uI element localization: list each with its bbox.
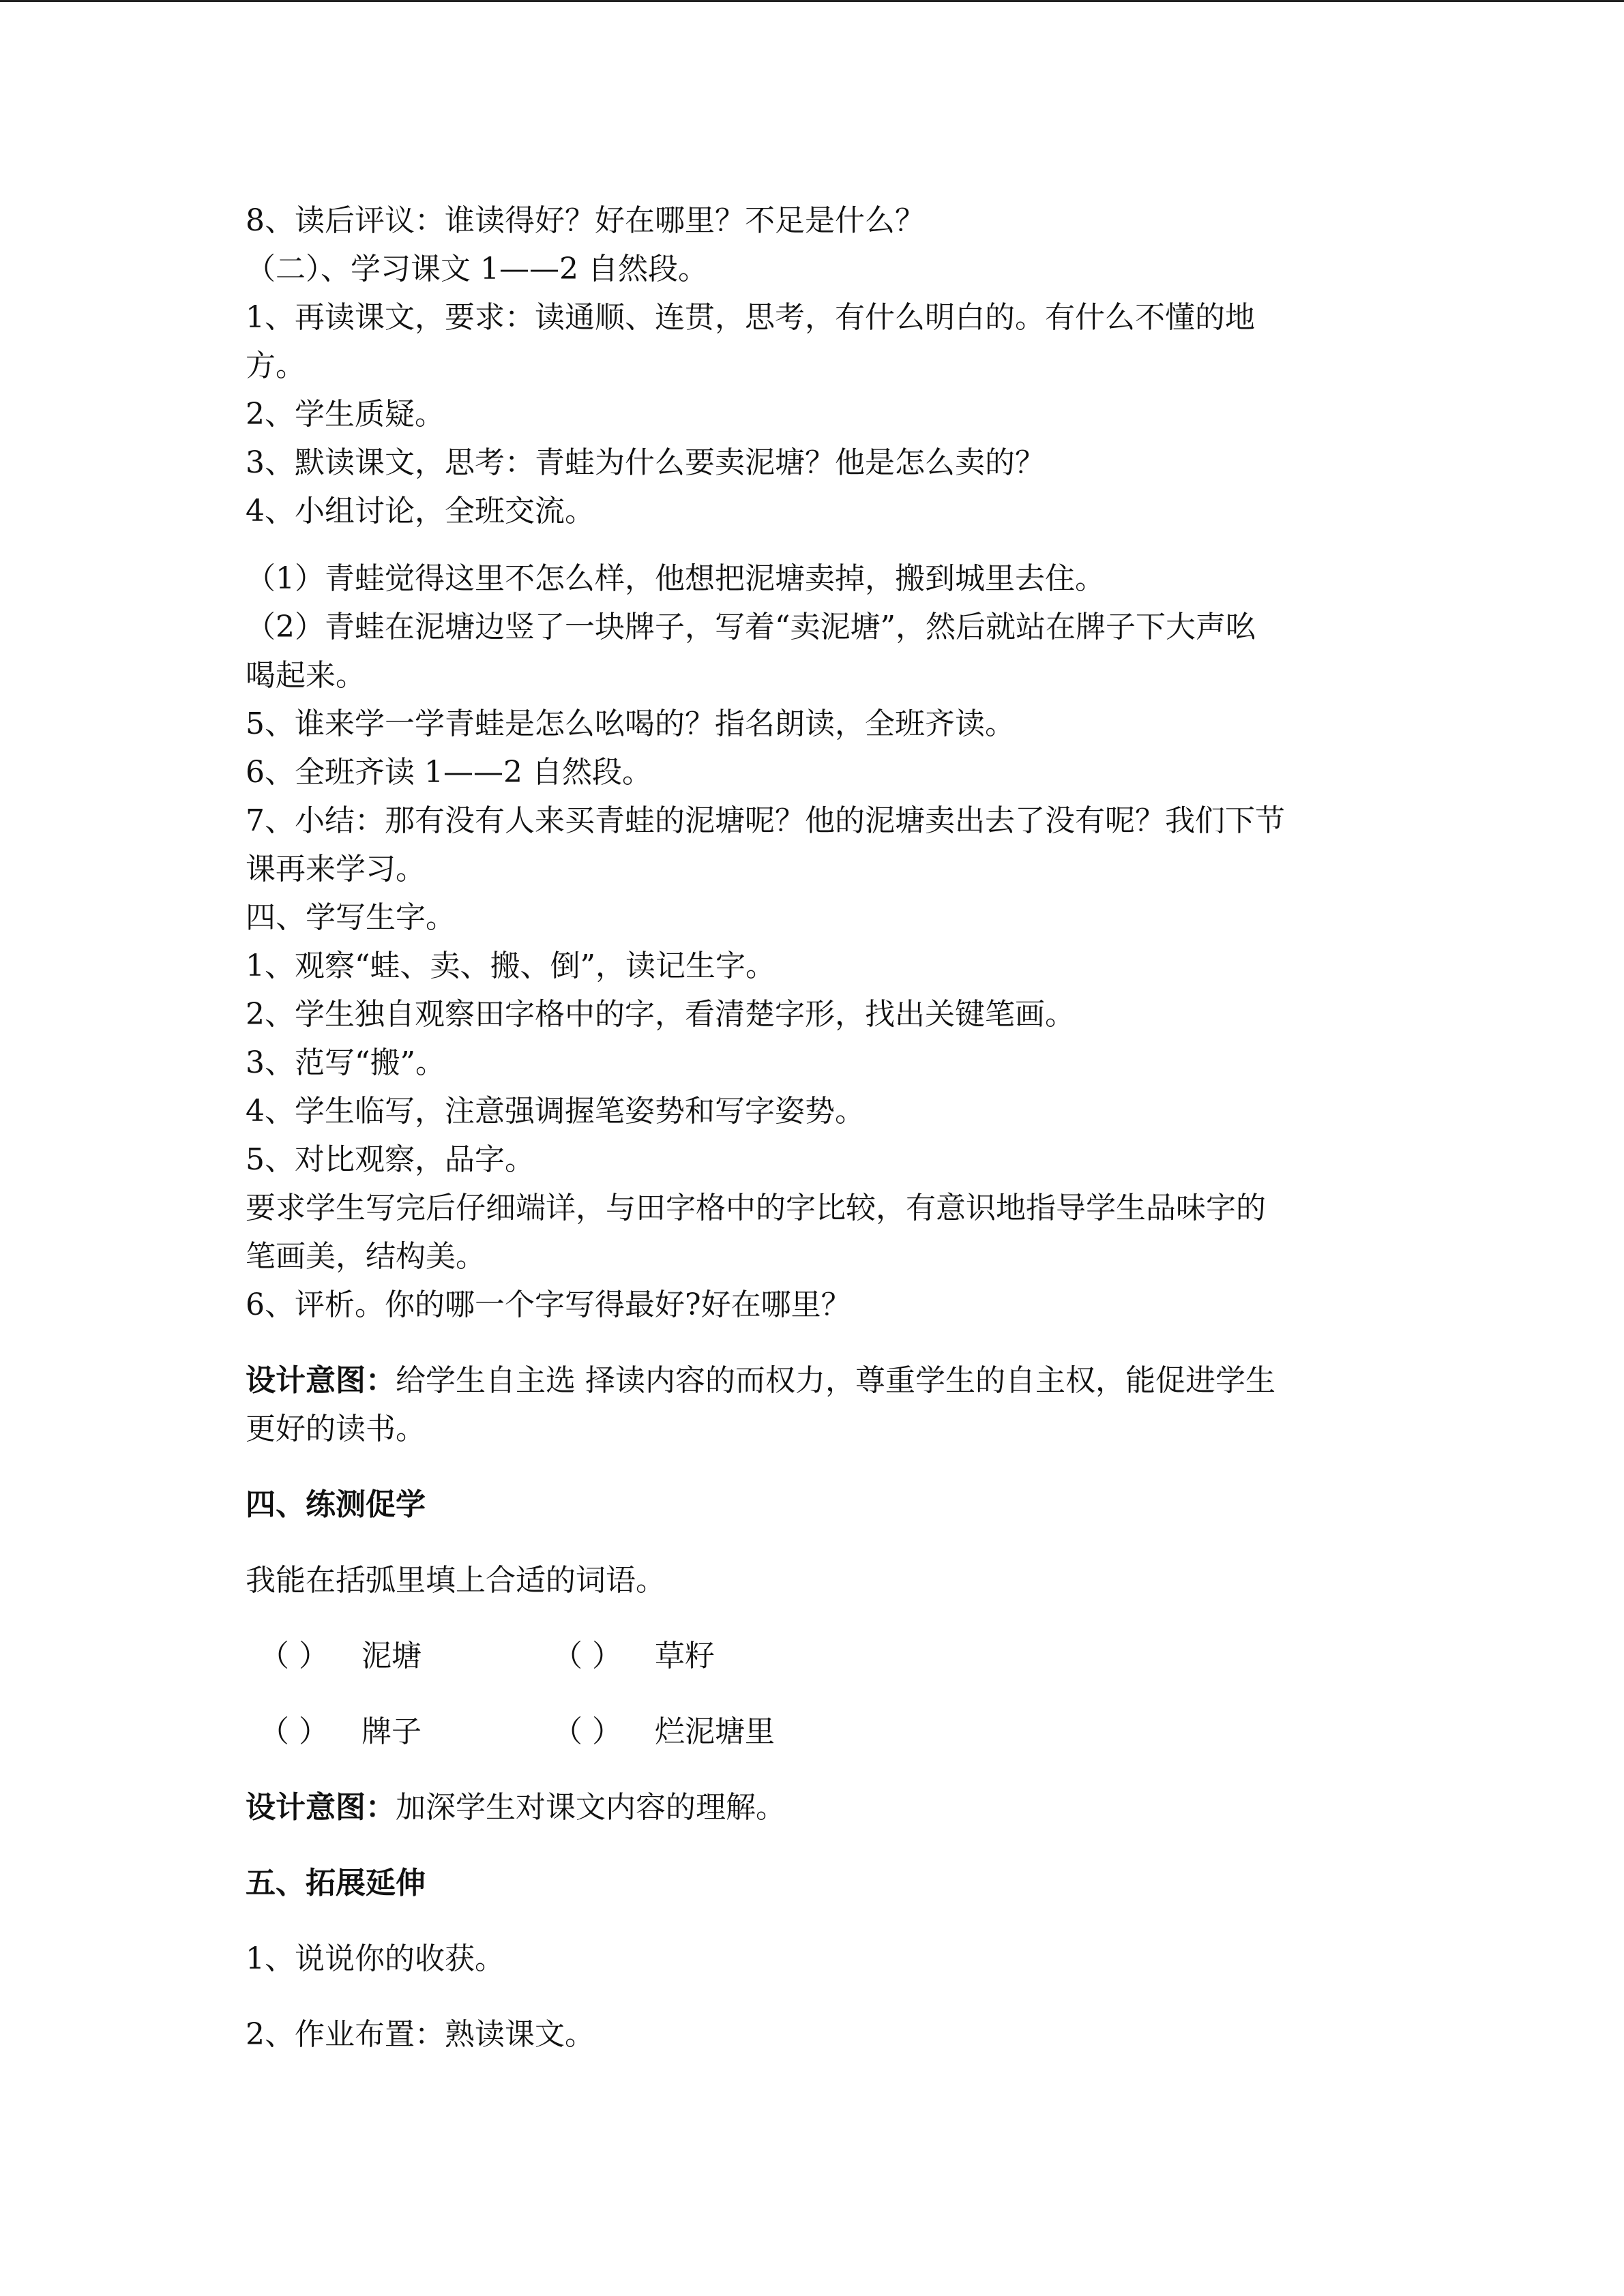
text-line: 笔画美，结构美。	[246, 1239, 486, 1274]
extension-item: 2、作业布置：熟读课文。	[246, 2017, 595, 2052]
text-line: 2、学生独自观察田字格中的字，看清楚字形，找出关键笔画。	[246, 997, 1075, 1032]
text-line: 2、学生质疑。	[246, 397, 445, 432]
fill-blank-item	[259, 1632, 422, 1680]
text-line: 四、学写生字。	[246, 900, 456, 935]
text-line: 7、小结：那有没有人来买青蛙的泥塘呢？他的泥塘卖出去了没有呢？我们下节	[246, 803, 1285, 838]
blank-parentheses: （ ）	[259, 1714, 329, 1749]
text-line: 5、对比观察，品字。	[246, 1142, 535, 1177]
fill-blank-item	[552, 1708, 775, 1756]
fill-blank-item	[552, 1632, 715, 1680]
text-line: 1、再读课文，要求：读通顺、连贯，思考，有什么明白的。有什么不懂的地	[246, 300, 1255, 335]
section-heading-practice: 四、练测促学	[246, 1487, 426, 1522]
exercise-row	[246, 1632, 1378, 1680]
text-line: 4、小组讨论，全班交流。	[246, 494, 595, 528]
exercise-instruction: 我能在括弧里填上合适的词语。	[246, 1563, 666, 1598]
text-line: 5、谁来学一学青蛙是怎么吆喝的？指名朗读，全班齐读。	[246, 706, 1015, 741]
design-intent-text: 更好的读书。	[246, 1412, 426, 1446]
design-intent-text: 加深学生对课文内容的理解。	[396, 1790, 786, 1825]
design-intent-text: 给学生自主选 择读内容的而权力，尊重学生的自主权，能促进学生	[396, 1363, 1275, 1398]
blank-word: 烂泥塘里	[655, 1714, 775, 1749]
text-line: （2）青蛙在泥塘边竖了一块牌子，写着“卖泥塘”，然后就站在牌子下大声吆	[246, 610, 1256, 644]
text-line: 要求学生写完后仔细端详，与田字格中的字比较，有意识地指导学生品味字的	[246, 1191, 1266, 1225]
text-line: 6、评析。你的哪一个字写得最好?好在哪里？	[246, 1287, 851, 1322]
design-intent-label: 设计意图：	[246, 1790, 396, 1825]
text-line: 课再来学习。	[246, 852, 426, 886]
design-intent-label: 设计意图：	[246, 1363, 396, 1398]
top-border-line	[0, 0, 1624, 2]
exercise-row	[246, 1708, 1378, 1756]
lesson-steps-part-1	[246, 196, 1378, 535]
text-line: （二）、学习课文 1——2 自然段。	[246, 252, 708, 286]
text-line: 8、读后评议：谁读得好？好在哪里？不足是什么？	[246, 203, 925, 238]
section-heading-extension: 五、拓展延伸	[246, 1866, 426, 1900]
text-line: 方。	[246, 348, 306, 383]
text-line: 3、默读课文，思考：青蛙为什么要卖泥塘？他是怎么卖的？	[246, 445, 1045, 480]
blank-parentheses: （ ）	[259, 1639, 329, 1673]
design-intent-1	[246, 1356, 1378, 1453]
text-line: 喝起来。	[246, 658, 366, 693]
blank-parentheses: （ ）	[552, 1639, 622, 1673]
fill-blank-item	[259, 1708, 422, 1756]
text-line: 6、全班齐读 1——2 自然段。	[246, 755, 652, 790]
design-intent-2	[246, 1783, 1378, 1832]
blank-parentheses: （ ）	[552, 1714, 622, 1749]
text-line: 4、学生临写，注意强调握笔姿势和写字姿势。	[246, 1094, 865, 1129]
blank-word: 草籽	[655, 1639, 715, 1673]
blank-word: 牌子	[361, 1714, 422, 1749]
text-line: 1、观察“蛙、卖、搬、倒”，读记生字。	[246, 949, 776, 983]
document-page	[246, 196, 1378, 2059]
extension-item: 1、说说你的收获。	[246, 1941, 505, 1976]
blank-word: 泥塘	[361, 1639, 422, 1673]
text-line: （1）青蛙觉得这里不怎么样，他想把泥塘卖掉，搬到城里去住。	[246, 561, 1105, 596]
lesson-steps-part-2	[246, 554, 1378, 1329]
text-line: 3、范写“搬”。	[246, 1045, 445, 1080]
